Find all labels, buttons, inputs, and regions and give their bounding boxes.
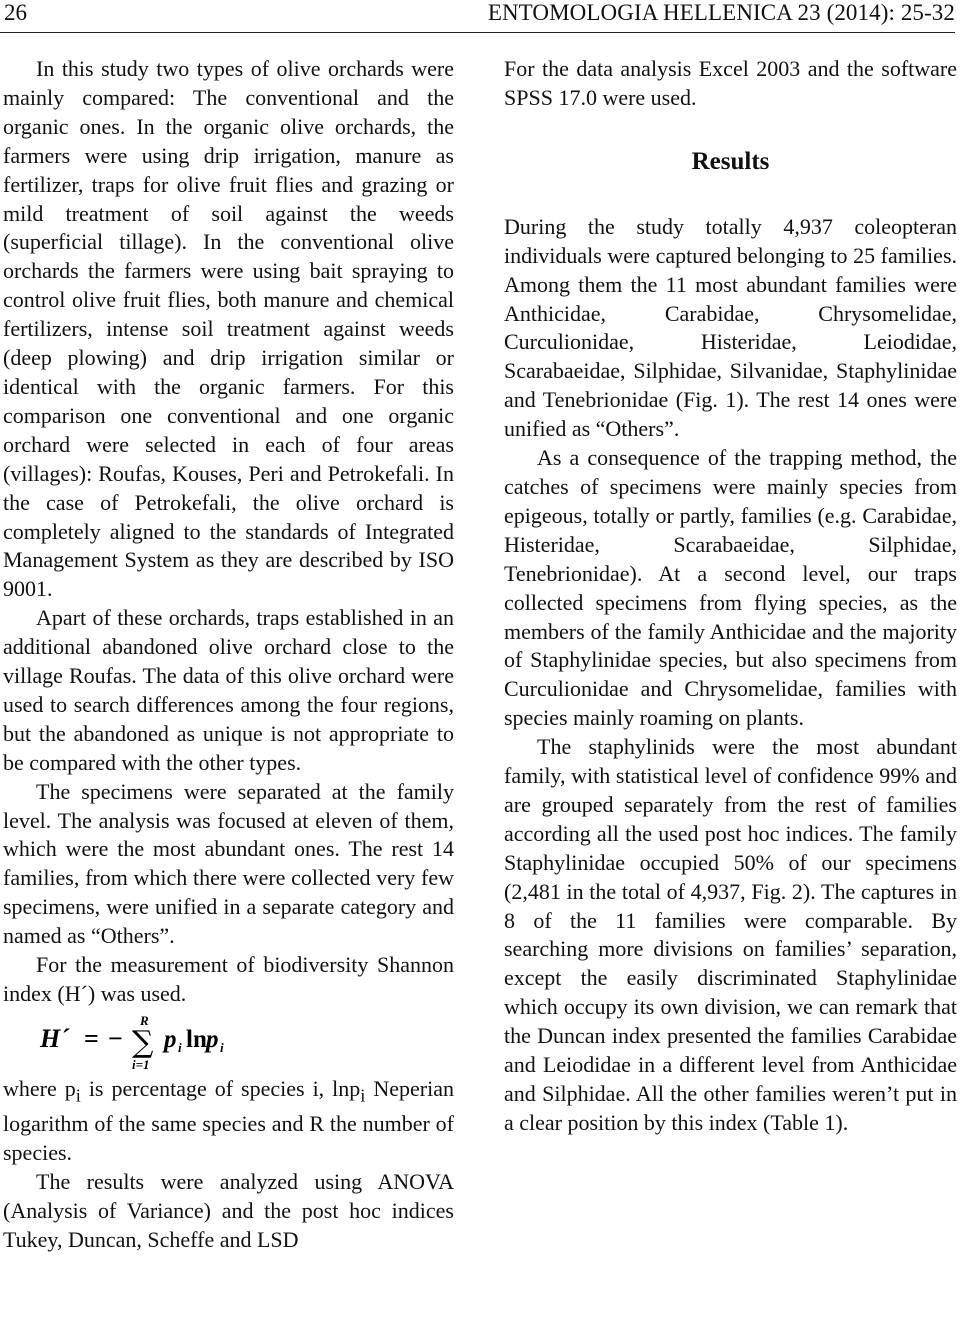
formula-upper-limit: R bbox=[140, 1013, 149, 1028]
paragraph-results-summary: During the study totally 4,937 coleopteran individuals were captured belonging to 25 families. Among them the 11 most abundant families were Anthicidae, Carabidae, Chrysomelidae, Curculionidae, Histeridae, Leiodidae, Scarabaeidae, Silphidae, Silvanidae, Staphylinidae and Tenebrionidae (Fig. 1). The rest 14 ones were unified as “Others”. bbox=[504, 213, 957, 442]
right-column bbox=[504, 55, 957, 1138]
shannon-formula bbox=[36, 1014, 256, 1072]
formula-p: p bbox=[164, 1025, 177, 1053]
formula-lower-limit: i=1 bbox=[132, 1056, 150, 1072]
left-column bbox=[3, 55, 454, 1255]
running-header bbox=[0, 0, 955, 33]
formula-equals: = bbox=[84, 1023, 99, 1053]
formula-ln: ln bbox=[186, 1025, 207, 1053]
formula-p2-subscript: i bbox=[220, 1039, 224, 1055]
definition-subscript-i: i bbox=[75, 1085, 81, 1106]
paragraph-study-design: In this study two types of olive orchards were mainly compared: The conventional and the organic ones. In the organic olive orchards, the farmers were using drip irrigation, manure as fertilizer, traps for olive fruit flies and grazing or mild treatment of soil against the weeds (superficial tillage). In the conventional olive orchards the farmers were using bait spraying to control olive fruit flies, both manure and chemical fertilizers, intense soil treatment against weeds (deep plowing) and drip irrigation similar or identical with the organic farmers. For this comparison one conventional and one organic orchard were selected in each of four areas (villages): Roufas, Kouses, Peri and Petrokefali. In the case of Petrokefali, the olive orchard is completely aligned to the standards of Integrated Management System as they are described by ISO 9001. bbox=[3, 56, 454, 602]
paragraph-formula-definition bbox=[3, 1075, 454, 1168]
formula-sigma: ∑ bbox=[132, 1024, 154, 1060]
section-heading-results: Results bbox=[691, 147, 770, 175]
journal-citation: ENTOMOLOGIA HELLENICA 23 (2014): 25-32 bbox=[487, 0, 955, 25]
definition-middle: is percentage of species i, lnp bbox=[80, 1075, 361, 1101]
definition-subscript-i-2: i bbox=[360, 1085, 366, 1106]
paragraph-anova: The results were analyzed using ANOVA (Analysis of Variance) and the post hoc indices Tukey, Duncan, Scheffe and LSD bbox=[3, 1169, 454, 1252]
paragraph-abandoned-orchard: Apart of these orchards, traps established in an additional abandoned olive orchard close to the village Roufas. The data of this olive orchard were used to search differences among the four regions, but the abandoned as unique is not appropriate to be compared with the other types. bbox=[3, 605, 454, 775]
definition-rest: Neperian logarithm of the same species and R the number of species. bbox=[3, 1075, 455, 1166]
definition-where: where p bbox=[3, 1075, 76, 1101]
formula-p2: p bbox=[206, 1025, 219, 1053]
formula-lhs: H´ bbox=[40, 1023, 69, 1053]
paragraph-staphylinids: The staphylinids were the most abundant family, with statistical level of confidence 99% and are grouped separately from the rest of families according all the used post hoc indices. The family Staphylinidae occupied 50% of our specimens (2,481 in the total of 4,937, Fig. 2). The captures in 8 of the 11 families were comparable. By searching more divisions on families’ separation, except the easily discriminated Staphylinidae which occupy its own division, we can remark that the Duncan index presented the families Carabidae and Leiodidae in a different level from Anthicidae and Silphidae. All the other families weren’t put in a clear position by this index (Table 1). bbox=[504, 734, 957, 1135]
paragraph-trapping-method: As a consequence of the trapping method, the catches of specimens were mainly species from epigeous, totally or partly, families (e.g. Carabidae, Histeridae, Scarabaeidae, Silphidae, Tenebrionidae). At a second level, our traps collected specimens from flying species, as the members of the family Anthicidae and the majority of Staphylinidae species, but also specimens from Curculionidae and Chrysomelidae, families with species mainly roaming on plants. bbox=[504, 445, 957, 731]
paragraph-family-level: The specimens were separated at the family level. The analysis was focused at eleven of them, which were the most abundant ones. The rest 14 families, from which there were collected very few specimens, were unified in a separate category and named as “Others”. bbox=[3, 778, 454, 949]
formula-p-subscript: i bbox=[178, 1039, 182, 1055]
shannon-formula-graphic bbox=[36, 1014, 256, 1072]
paragraph-shannon-index: For the measurement of biodiversity Shannon index (H´) was used. bbox=[3, 952, 454, 1006]
page-number: 26 bbox=[4, 0, 27, 25]
paragraph-software: For the data analysis Excel 2003 and the software SPSS 17.0 were used. bbox=[504, 56, 957, 110]
formula-minus: − bbox=[108, 1023, 123, 1053]
